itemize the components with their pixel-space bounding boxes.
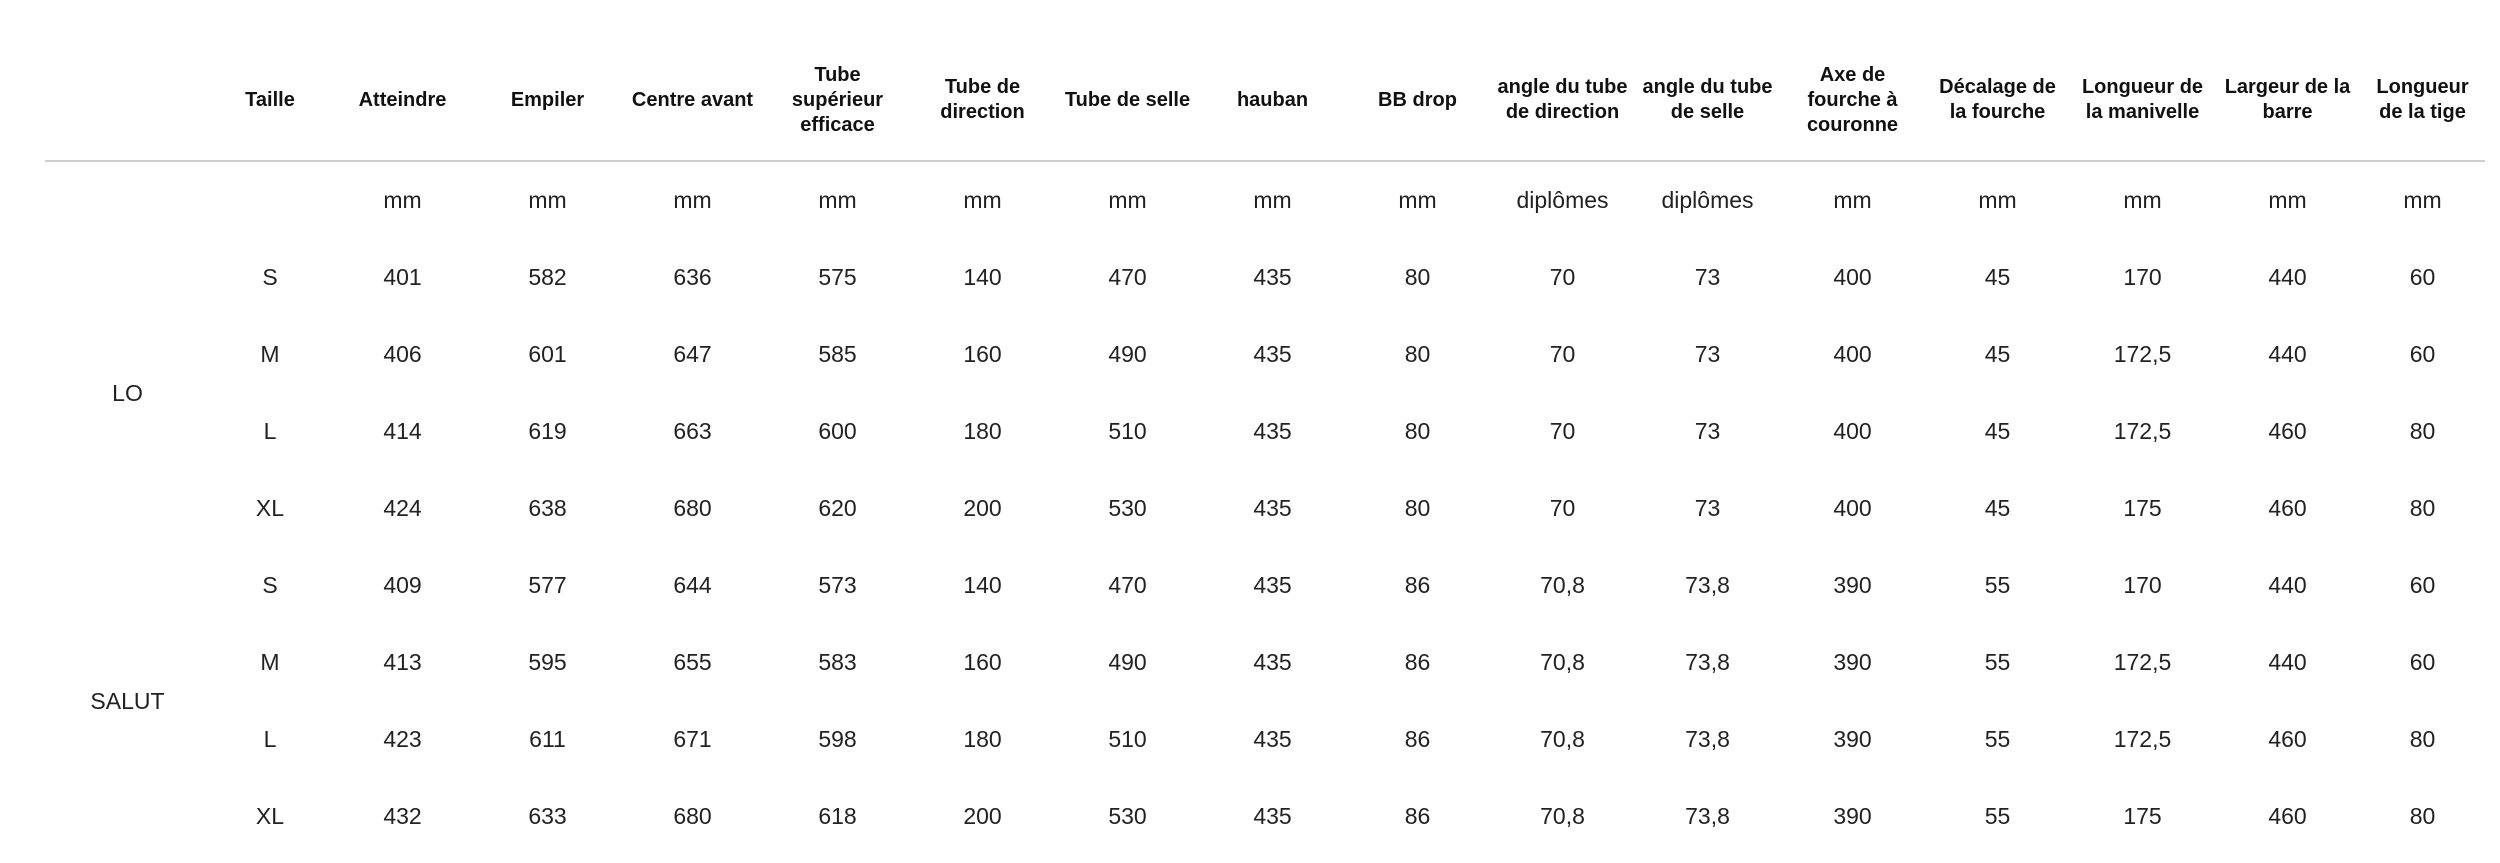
value-cell: 460 [2268,803,2307,829]
model-name-cell: SALUT [90,687,165,714]
table-row [45,624,2485,701]
value-cell: 73 [1694,341,1721,367]
unit-cell: mm [818,187,857,213]
value-cell: 55 [1984,572,2011,598]
header-reach: Atteindre [330,40,475,161]
value-cell: 86 [1404,649,1431,675]
value-cell: 170 [2123,264,2162,290]
value-cell: 573 [818,572,857,598]
value-cell: 510 [1108,418,1147,444]
value-cell: 633 [528,803,567,829]
value-cell: 460 [2268,495,2307,521]
value-cell: 86 [1404,726,1431,752]
value-cell: 400 [1833,264,1872,290]
value-cell: 160 [963,341,1002,367]
value-cell: 60 [2409,341,2436,367]
value-cell: 575 [818,264,857,290]
value-cell: 440 [2268,572,2307,598]
value-cell: 460 [2268,726,2307,752]
value-cell: 200 [963,803,1002,829]
size-cell: M [260,649,280,675]
value-cell: 611 [529,726,566,752]
size-cell: S [262,572,278,598]
value-cell: 86 [1404,803,1431,829]
header-head-tube-angle: angle du tube de direction [1490,40,1635,161]
value-cell: 409 [383,572,422,598]
value-cell: 530 [1108,803,1147,829]
table-row [45,393,2485,470]
value-cell: 390 [1833,649,1872,675]
value-cell: 577 [528,572,567,598]
value-cell: 55 [1984,803,2011,829]
value-cell: 172,5 [2113,726,2172,752]
value-cell: 175 [2123,803,2162,829]
value-cell: 170 [2123,572,2162,598]
value-cell: 490 [1108,341,1147,367]
header-axle-to-crown: Axe de fourche à couronne [1780,40,1925,161]
unit-cell: mm [1398,187,1437,213]
value-cell: 80 [2409,726,2436,752]
value-cell: 73,8 [1685,726,1730,752]
size-cell: S [262,264,278,290]
value-cell: 680 [673,495,712,521]
value-cell: 73 [1694,264,1721,290]
header-seat-tube: Tube de selle [1055,40,1200,161]
units-model-cell [45,161,210,239]
value-cell: 435 [1253,803,1292,829]
value-cell: 180 [963,418,1002,444]
header-chainstay: hauban [1200,40,1345,161]
unit-cell: mm [2403,187,2442,213]
value-cell: 86 [1404,572,1431,598]
value-cell: 80 [1404,264,1431,290]
value-cell: 490 [1108,649,1147,675]
value-cell: 435 [1253,572,1292,598]
value-cell: 470 [1108,264,1147,290]
value-cell: 671 [673,726,712,752]
value-cell: 470 [1108,572,1147,598]
value-cell: 600 [818,418,857,444]
value-cell: 601 [528,341,567,367]
size-cell: L [263,726,277,752]
unit-cell: mm [1253,187,1292,213]
value-cell: 655 [673,649,712,675]
value-cell: 45 [1984,341,2011,367]
value-cell: 400 [1833,341,1872,367]
value-cell: 406 [383,341,422,367]
value-cell: 70,8 [1540,726,1585,752]
value-cell: 435 [1253,341,1292,367]
value-cell: 619 [528,418,567,444]
unit-cell: mm [2268,187,2307,213]
value-cell: 60 [2409,264,2436,290]
value-cell: 440 [2268,649,2307,675]
value-cell: 424 [383,495,422,521]
unit-cell: mm [1108,187,1147,213]
value-cell: 595 [528,649,567,675]
header-stack: Empiler [475,40,620,161]
value-cell: 400 [1833,495,1872,521]
geometry-table-container [45,40,2480,855]
value-cell: 175 [2123,495,2162,521]
geometry-table [45,40,2485,855]
unit-cell: diplômes [1516,187,1609,213]
geometry-data-body [45,239,2485,855]
header-bar-width: Largeur de la barre [2215,40,2360,161]
value-cell: 510 [1108,726,1147,752]
value-cell: 70,8 [1540,572,1585,598]
header-bb-drop: BB drop [1345,40,1490,161]
value-cell: 172,5 [2113,418,2172,444]
value-cell: 80 [1404,495,1431,521]
model-name-cell: LO [112,379,143,406]
value-cell: 160 [963,649,1002,675]
value-cell: 45 [1984,495,2011,521]
value-cell: 73,8 [1685,803,1730,829]
header-fork-offset: Décalage de la fourche [1925,40,2070,161]
value-cell: 70 [1549,264,1576,290]
value-cell: 400 [1833,418,1872,444]
unit-cell: mm [528,187,567,213]
value-cell: 390 [1833,803,1872,829]
units-row [45,161,2485,239]
value-cell: 390 [1833,726,1872,752]
value-cell: 70,8 [1540,803,1585,829]
value-cell: 618 [818,803,857,829]
value-cell: 73,8 [1685,649,1730,675]
header-size: Taille [210,40,330,161]
value-cell: 60 [2409,649,2436,675]
value-cell: 70 [1549,341,1576,367]
header-row [45,40,2485,161]
size-cell: XL [255,803,285,829]
value-cell: 70 [1549,418,1576,444]
table-row [45,239,2485,316]
unit-cell: mm [1833,187,1872,213]
value-cell: 644 [673,572,712,598]
header-effective-top-tube: Tube supérieur efficace [765,40,910,161]
value-cell: 423 [383,726,422,752]
value-cell: 414 [383,418,422,444]
value-cell: 663 [673,418,712,444]
value-cell: 172,5 [2113,341,2172,367]
value-cell: 140 [963,264,1002,290]
value-cell: 432 [383,803,422,829]
header-stem-length: Longueur de la tige [2360,40,2485,161]
header-model [45,40,210,161]
value-cell: 435 [1253,649,1292,675]
table-row [45,701,2485,778]
header-seat-tube-angle: angle du tube de selle [1635,40,1780,161]
unit-cell: mm [2123,187,2162,213]
unit-cell: mm [1978,187,2017,213]
size-cell: L [263,418,277,444]
value-cell: 435 [1253,495,1292,521]
value-cell: 401 [383,264,422,290]
value-cell: 530 [1108,495,1147,521]
unit-cell: mm [383,187,422,213]
value-cell: 638 [528,495,567,521]
value-cell: 80 [2409,495,2436,521]
value-cell: 440 [2268,341,2307,367]
header-front-center: Centre avant [620,40,765,161]
size-cell: XL [255,495,285,521]
value-cell: 435 [1253,264,1292,290]
value-cell: 80 [1404,418,1431,444]
units-size-cell [210,161,330,239]
value-cell: 73 [1694,418,1721,444]
value-cell: 55 [1984,726,2011,752]
value-cell: 140 [963,572,1002,598]
value-cell: 583 [818,649,857,675]
value-cell: 55 [1984,649,2011,675]
header-crank-length: Longueur de la manivelle [2070,40,2215,161]
unit-cell: diplômes [1661,187,1754,213]
value-cell: 200 [963,495,1002,521]
value-cell: 172,5 [2113,649,2172,675]
value-cell: 180 [963,726,1002,752]
value-cell: 45 [1984,418,2011,444]
value-cell: 440 [2268,264,2307,290]
value-cell: 585 [818,341,857,367]
value-cell: 598 [818,726,857,752]
table-row [45,547,2485,624]
value-cell: 636 [673,264,712,290]
table-row [45,470,2485,547]
value-cell: 73,8 [1685,572,1730,598]
value-cell: 647 [673,341,712,367]
value-cell: 582 [528,264,567,290]
value-cell: 73 [1694,495,1721,521]
value-cell: 80 [1404,341,1431,367]
value-cell: 80 [2409,418,2436,444]
value-cell: 70 [1549,495,1576,521]
value-cell: 413 [383,649,422,675]
unit-cell: mm [673,187,712,213]
value-cell: 80 [2409,803,2436,829]
value-cell: 460 [2268,418,2307,444]
value-cell: 60 [2409,572,2436,598]
value-cell: 390 [1833,572,1872,598]
header-head-tube: Tube de direction [910,40,1055,161]
unit-cell: mm [963,187,1002,213]
table-row [45,778,2485,855]
value-cell: 680 [673,803,712,829]
value-cell: 45 [1984,264,2011,290]
value-cell: 435 [1253,418,1292,444]
value-cell: 620 [818,495,857,521]
value-cell: 435 [1253,726,1292,752]
value-cell: 70,8 [1540,649,1585,675]
size-cell: M [260,341,280,367]
table-row [45,316,2485,393]
